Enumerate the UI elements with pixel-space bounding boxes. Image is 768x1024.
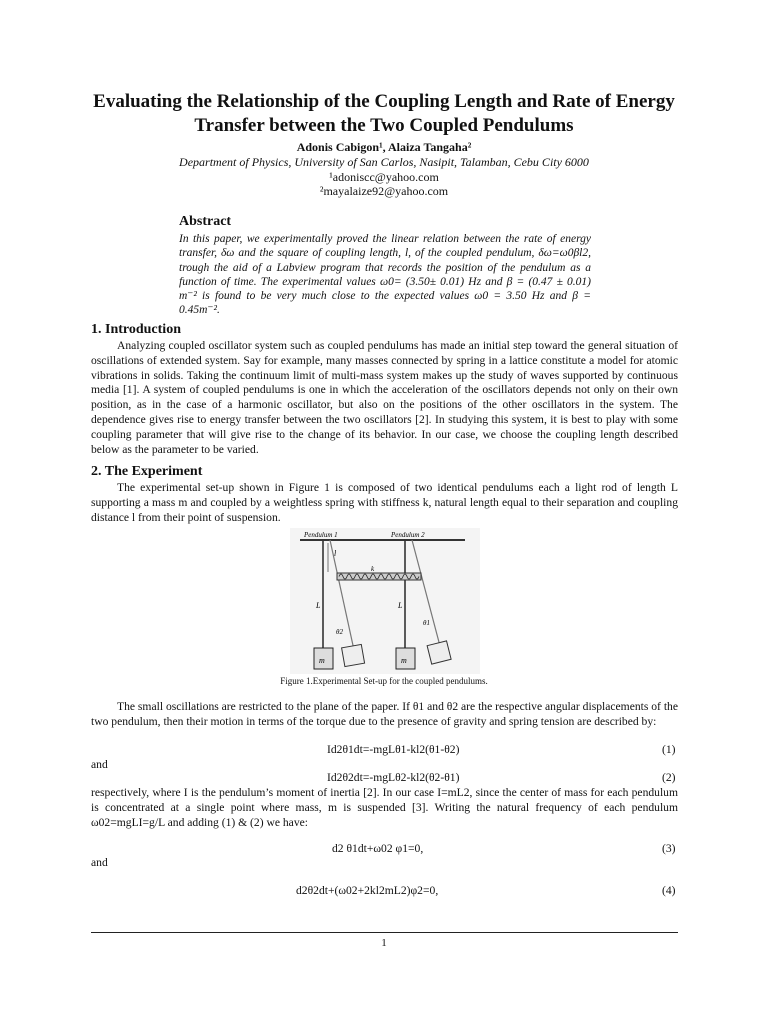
equation-connector-and-2: and (91, 856, 108, 869)
equation-connector-and-1: and (91, 758, 108, 771)
author-email-2: ²mayalaize92@yahoo.com (319, 184, 449, 198)
abstract-heading: Abstract (179, 214, 232, 229)
experiment-paragraph-3: respectively, where I is the pendulum’s moment of inertia [2]. In our case I=mL2, since the center of mass for each pendulum is concentrated at a single point where mass, m is suspended [3]. Writing the natural frequency of each pendulum ω02=mgLI=g/L and adding (1) & (2) we have: (91, 786, 678, 829)
abstract-text: In this paper, we experimentally proved the linear relation between the rate of energy transfer, δω and the square of coupling length, l, of the coupled pendulum, δω=ω0βl2, trough the aid of a Labview program that records the position of the pendulum as a function of time. The experimental values ω0= (3.50± 0.01) Hz and β = (0.47 ± 0.01) m⁻² is found to be very much close to the expected values ω0 = 3.50 Hz and β = 0.45m⁻². (179, 233, 591, 317)
equation-4: d2θ2dt+(ω02+2kl2mL2)φ2=0, (296, 884, 439, 897)
figure-label-theta1: θ1 (423, 619, 430, 627)
equation-3: d2 θ1dt+ω02 φ1=0, (332, 842, 424, 855)
mass2-displaced-block (427, 641, 451, 664)
experiment-paragraph-2: The small oscillations are restricted to the plane of the paper. If θ1 and θ2 are the respective angular displacements of the two pendulum, then their motion in terms of the torque due to the presence of gravity and spring tension are described by: (91, 700, 678, 728)
experimental-setup-figure (290, 528, 480, 674)
page-number: 1 (381, 937, 387, 949)
paper-title: Evaluating the Relationship of the Coupling Length and Rate of Energy Transfer between the Two Coupled Pendulums (93, 91, 675, 136)
equation-1: Id2θ1dt=-mgLθ1-kl2(θ1-θ2) (327, 743, 460, 756)
equation-3-number: (3) (662, 842, 676, 855)
figure-label-m2: m (401, 656, 407, 665)
figure-label-theta2: θ2 (336, 628, 343, 636)
figure-label-l: l (334, 549, 337, 558)
equation-2: Id2θ2dt=-mgLθ2-kl2(θ2-θ1) (327, 771, 460, 784)
experiment-paragraph: The experimental set-up shown in Figure 1 is composed of two identical pendulums each a light rod of length L supporting a mass m and coupled by a weightless spring with stiffness k, natural length equal to their separation and coupling distance l from their point of suspension. (91, 481, 678, 524)
author-email-1: ¹adoniscc@yahoo.com (329, 170, 439, 184)
figure-caption: Figure 1.Experimental Set-up for the coupled pendulums. (280, 676, 488, 686)
figure-label-L2: L (398, 601, 403, 610)
equation-1-number: (1) (662, 743, 676, 756)
author-list: Adonis Cabigon¹, Alaiza Tangaha² (296, 140, 472, 154)
mass1-displaced-block (342, 644, 365, 666)
introduction-heading: 1. Introduction (91, 322, 181, 337)
footer-rule (91, 932, 678, 933)
figure-label-m1: m (319, 656, 325, 665)
equation-2-number: (2) (662, 771, 676, 784)
figure-label-k: k (371, 565, 375, 573)
experiment-heading: 2. The Experiment (91, 464, 203, 479)
figure-label-L1: L (316, 601, 321, 610)
figure-label-pendulum2: Pendulum 2 (391, 531, 425, 539)
figure-label-pendulum1: Pendulum 1 (304, 531, 338, 539)
introduction-paragraph: Analyzing coupled oscillator system such as coupled pendulums has made an initial step toward the general situation of oscillations of extended system. Say for example, many masses connected by spring in a lattice constitute a model for atomic vibrations in solids. Taking the continuum limit of multi-mass system makes up the study of waves supported by continuous media [1]. A system of coupled pendulums is one in which the acceleration of the oscillators depends not only on their own position, as in the case of a harmonic oscillator, but also on the positions of the other oscillators in the system. The dependence gives rise to energy transfer between the two oscillators [2]. In studying this system, it is best to play with some coupling parameter that will give rise to the change of its behavior. In our case, we choose the coupling length described below as the parameter to be varied. (91, 339, 678, 456)
equation-4-number: (4) (662, 884, 676, 897)
affiliation: Department of Physics, University of San Carlos, Nasipit, Talamban, Cebu City 6000 (179, 155, 589, 169)
